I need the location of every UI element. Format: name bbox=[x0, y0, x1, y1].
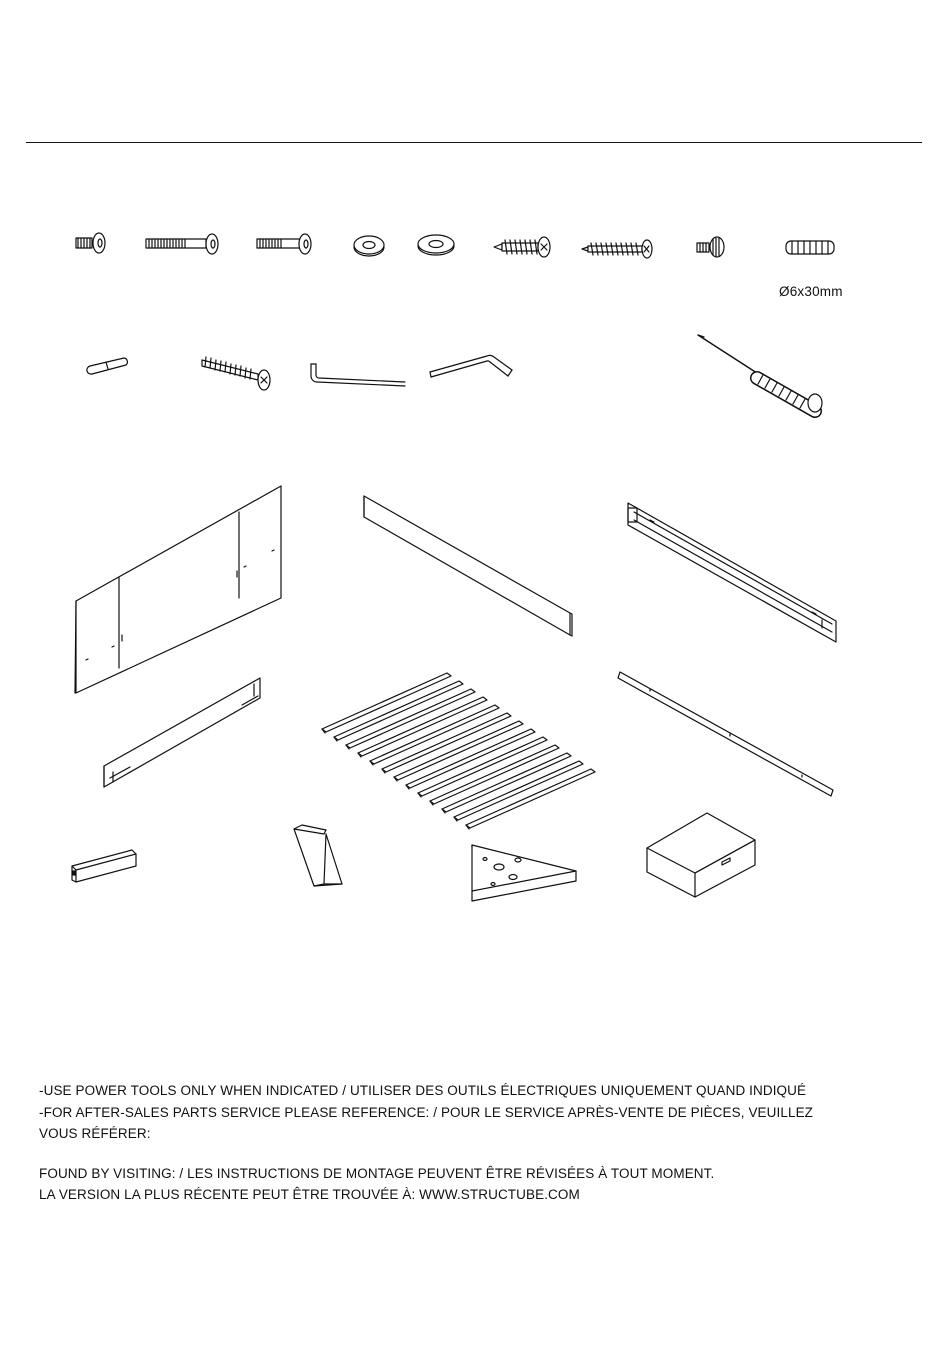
assembly-notes bbox=[39, 1080, 899, 1206]
note-revisions: FOUND BY VISITING: / LES INSTRUCTIONS DE MONTAGE PEUVENT ÊTRE RÉVISÉES À TOUT MOMENT. bbox=[39, 1165, 715, 1181]
medium-bolt-icon bbox=[257, 234, 311, 254]
cam-lock-icon bbox=[697, 237, 724, 257]
note-power-tools: -USE POWER TOOLS ONLY WHEN INDICATED / UTILISER DES OUTILS ÉLECTRIQUES UNIQUEMENT QUAND INDIQUÉ bbox=[39, 1083, 807, 1098]
note-website: LA VERSION LA PLUS RÉCENTE PEUT ÊTRE TROUVÉE À: WWW.STRUCTUBE.COM bbox=[39, 1187, 580, 1202]
wood-screw-icon bbox=[494, 237, 550, 257]
bed-slats-icon bbox=[322, 673, 595, 829]
allen-key-small-icon bbox=[311, 364, 405, 386]
metal-rail-icon bbox=[628, 503, 836, 642]
note-after-sales-cont: VOUS RÉFÉRER: bbox=[39, 1126, 151, 1141]
metal-bar-icon bbox=[618, 672, 833, 796]
allen-key-large-icon bbox=[430, 355, 512, 377]
long-bolt-icon bbox=[146, 234, 218, 254]
flat-washer-icon bbox=[418, 235, 454, 255]
wood-dowel-icon bbox=[786, 241, 834, 254]
note-after-sales: -FOR AFTER-SALES PARTS SERVICE PLEASE REFERENCE: / POUR LE SERVICE APRÈS-VENTE DE PIÈCES, VEUILLEZ bbox=[39, 1104, 814, 1120]
long-wood-screw-icon bbox=[582, 240, 652, 258]
dowel-size-label: Ø6x30mm bbox=[779, 284, 843, 299]
storage-drawer-icon bbox=[647, 813, 755, 897]
short-bolt-icon bbox=[76, 233, 105, 253]
screwdriver-icon bbox=[698, 335, 822, 412]
footboard-rail-icon bbox=[104, 678, 260, 787]
lag-screw-icon bbox=[202, 357, 270, 390]
wood-block-icon bbox=[72, 850, 136, 882]
side-rail-icon bbox=[364, 496, 572, 636]
headboard-panel-icon bbox=[75, 486, 281, 693]
bed-leg-icon bbox=[294, 825, 342, 886]
lock-washer-icon bbox=[354, 236, 384, 256]
dowel-pin-icon bbox=[87, 358, 128, 374]
corner-bracket-icon bbox=[472, 845, 576, 901]
